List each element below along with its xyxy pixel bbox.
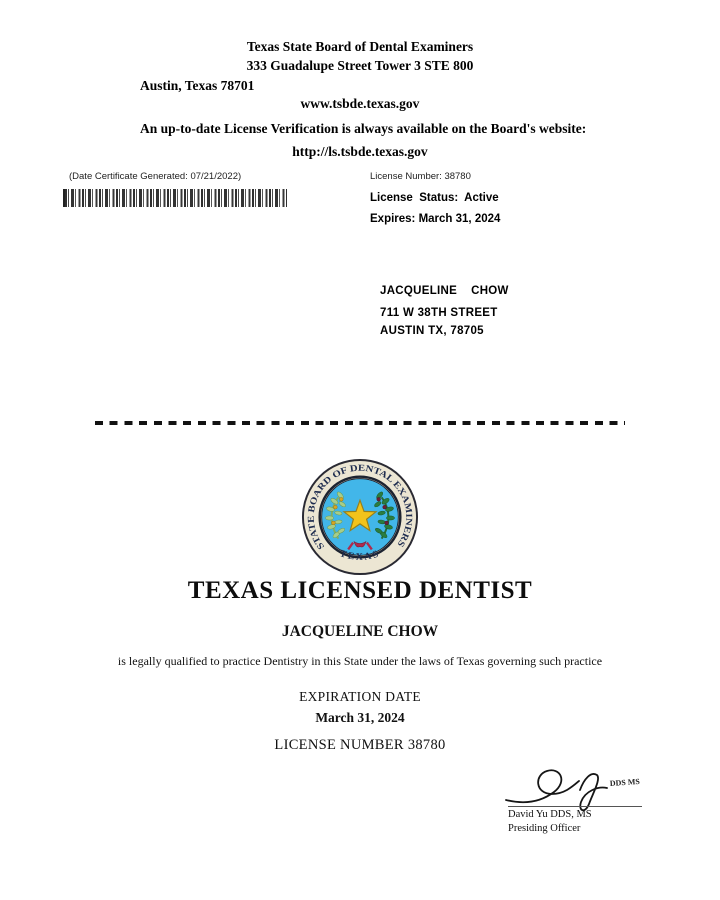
licensee-name: JACQUELINE CHOW (380, 285, 509, 297)
signer-name: David Yu DDS, MS (508, 809, 592, 820)
generated-date: (Date Certificate Generated: 07/21/2022) (69, 171, 242, 182)
signature-icon (500, 760, 660, 812)
seal-ring-text: STATE BOARD OF DENTAL EXAMINERS (305, 462, 415, 552)
licensee-street: 711 W 38TH STREET (380, 307, 498, 319)
seal-bottom-text: TEXAS (338, 548, 382, 563)
license-number: License Number: 38780 (370, 171, 471, 182)
org-address: 333 Guadalupe Street Tower 3 STE 800 (246, 58, 474, 73)
org-website: www.tsbde.texas.gov (300, 96, 420, 111)
signer-title: Presiding Officer (508, 823, 581, 834)
certificate-name: JACQUELINE CHOW (281, 623, 439, 640)
board-seal (301, 458, 419, 576)
board-seal-icon (301, 458, 419, 576)
expiration-label: EXPIRATION DATE (299, 689, 421, 704)
barcode-icon (63, 189, 287, 207)
qualification-statement: is legally qualified to practice Dentistry in this State under the laws of Texas governing such practice (117, 654, 603, 668)
licensee-city: AUSTIN TX, 78705 (380, 325, 484, 337)
cut-dashed-line (95, 421, 625, 425)
org-name: Texas State Board of Dental Examiners (246, 39, 474, 54)
signature-scribble: DDS MS (609, 776, 641, 788)
license-expires: Expires: March 31, 2024 (370, 213, 501, 225)
verification-url: http://ls.tsbde.texas.gov (292, 144, 428, 159)
verification-note: An up-to-date License Verification is always available on the Board's website: (140, 121, 587, 136)
license-number-line: LICENSE NUMBER 38780 (274, 737, 446, 753)
signature-line (508, 806, 642, 807)
signature (500, 760, 660, 812)
expiration-date: March 31, 2024 (315, 710, 405, 725)
certificate-title: TEXAS LICENSED DENTIST (187, 577, 533, 604)
license-status: License Status: Active (370, 192, 499, 204)
org-city: Austin, Texas 78701 (140, 78, 255, 93)
